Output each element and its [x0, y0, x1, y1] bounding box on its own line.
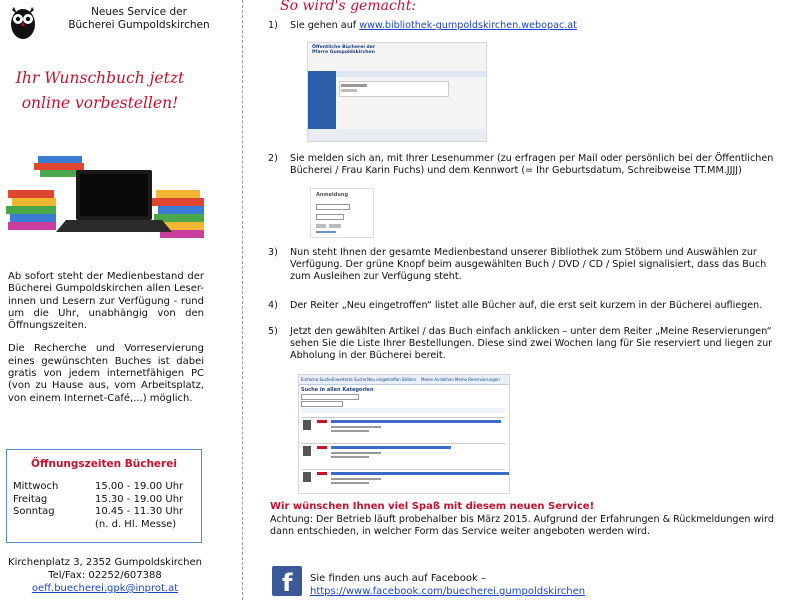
opac-tab: Meine Ausleihen — [421, 377, 454, 382]
opening-hours-box — [6, 449, 202, 543]
hours-row — [13, 494, 183, 507]
step-text: Sie gehen auf — [290, 20, 360, 31]
intro-paragraph-2: Die Recherche und Vorreservierung eines gewünschten Buches ist dabei gratis von jedem internetfähigen PC (von zu Hause aus, vom Arbeitsplatz, von einem Internet-Café,...) möglich. — [8, 343, 204, 404]
closing-headline: Wir wünschen Ihnen viel Spaß mit diesem neuen Service! — [270, 501, 595, 512]
hours-time: 15.00 - 19.00 Uhr — [95, 481, 184, 492]
header-line-1: Neues Service der — [91, 6, 187, 18]
promo-title — [0, 66, 200, 116]
login-button — [316, 224, 326, 228]
step-number: 1) — [268, 20, 278, 31]
result-item — [301, 443, 505, 466]
opac-tab: Neu eingetroffen — [367, 377, 401, 382]
step-number: 2) — [268, 153, 278, 164]
phone-line: Tel/Fax: 02252/607388 — [48, 570, 162, 581]
hours-day — [13, 519, 95, 532]
books-laptop-illustration — [6, 150, 210, 240]
promo-line-2: online vorbestellen! — [21, 94, 179, 112]
hours-time: (n. d. Hl. Messe) — [95, 518, 177, 530]
right-column — [252, 0, 792, 600]
step-5 — [268, 326, 788, 363]
closing-note: Achtung: Der Betrieb läuft probehalber bis März 2015. Aufgrund der Erfahrungen & Rückmeldungen wird dann entschieden, in welcher Form das Service weiter angeboten werden wird. — [270, 514, 774, 538]
step-number: 4) — [268, 300, 278, 311]
hours-row — [13, 519, 183, 532]
step-text: Der Reiter „Neu eingetroffen“ listet alle Bücher auf, die erst seit kurzem in der Bücherei aufliegen. — [290, 300, 763, 311]
step-text: Sie melden sich an, mit Ihrer Lesenummer (zu erfragen per Mail oder persönlich bei der Öffentlichen Bücherei / Frau Karin Fuchs) und dem Kennwort (= Ihr Geburtsdatum, Schreibweise TT.MM.JJJJ) — [290, 153, 774, 177]
hours-day: Sonntag — [13, 506, 55, 517]
owl-logo-icon — [8, 4, 38, 42]
hours-time: 10.45 - 11.30 Uhr — [95, 506, 184, 517]
opac-search-button — [341, 89, 357, 92]
facebook-block — [310, 573, 585, 599]
hours-row — [13, 481, 183, 494]
step-2 — [268, 153, 788, 177]
opac-tab: Meine Reservierungen — [455, 377, 500, 382]
opac-homepage-screenshot — [307, 42, 487, 142]
promo-line-1: Ihr Wunschbuch jetzt — [15, 69, 185, 87]
opac-tab: Bildern — [402, 377, 417, 382]
opac-tabs — [299, 375, 509, 385]
column-divider — [242, 0, 243, 600]
opac-tab: Einfache Suche — [301, 377, 332, 382]
step-number: 5) — [268, 326, 278, 337]
result-item — [301, 469, 505, 492]
step-3 — [268, 247, 788, 284]
cancel-button — [329, 224, 341, 228]
left-column — [0, 0, 240, 600]
intro-text — [8, 271, 204, 416]
intro-paragraph-1: Ab sofort steht der Medienbestand der Bücherei Gumpoldskirchen allen Leser-innen und Lesern zur Verfügung - rund um die Uhr, unabhängig von den Öffnungszeiten. — [8, 271, 204, 332]
webopac-link[interactable]: www.bibliothek-gumpoldskirchen.webopac.at — [359, 20, 577, 31]
step-number: 3) — [268, 247, 278, 258]
hours-day: Mittwoch — [13, 481, 59, 492]
howto-title: So wird's gemacht: — [280, 0, 417, 14]
opac-footer — [308, 129, 486, 141]
email-link[interactable]: oeff.buecherei.gpk@inprot.at — [31, 583, 179, 594]
facebook-text: Sie finden uns auch auf Facebook – — [310, 573, 486, 584]
opac-result-select — [301, 401, 343, 407]
opac-sidebar — [308, 71, 336, 129]
opac-result-bar — [301, 408, 505, 413]
library-header — [44, 6, 234, 32]
address-block — [0, 556, 210, 595]
forgot-password-link — [316, 231, 336, 233]
opening-hours-table — [13, 481, 183, 531]
opac-tab: Erweiterte Suche — [332, 377, 367, 382]
address-line: Kirchenplatz 3, 2352 Gumpoldskirchen — [8, 557, 202, 568]
opac-search-box — [301, 394, 359, 400]
reservations-screenshot — [298, 374, 510, 494]
step-1 — [268, 20, 788, 32]
opac-logo-text: Öffentliche Bücherei der Pfarre Gumpoldskirchen — [312, 45, 376, 55]
login-screenshot — [310, 188, 374, 238]
login-title: Anmeldung — [316, 192, 349, 198]
step-4 — [268, 300, 788, 312]
header-line-2: Bücherei Gumpoldskirchen — [68, 19, 210, 31]
result-item — [301, 417, 505, 440]
step-text: Jetzt den gewählten Artikel / das Buch einfach anklicken – unter dem Reiter „Meine Reservierungen“ sehen Sie die Liste Ihrer Bestellungen. Diese sind zwei Wochen lang für Sie reserviert und liegen zur Abholung in der Bücherei bereit. — [290, 326, 773, 362]
opac-search-field — [341, 84, 367, 87]
opening-hours-title: Öffnungszeiten Bücherei — [31, 458, 177, 470]
facebook-link[interactable]: https://www.facebook.com/buecherei.gumpoldskirchen — [310, 585, 586, 597]
step-text: Nun steht Ihnen der gesamte Medienbestand unserer Bibliothek zum Stöbern und Auswählen zur Verfügung. Der grüne Knopf beim ausgewählten Buch / DVD / CD / Spiel signalisiert, dass das Buch zum Ausleihen zur Verfügung steht. — [290, 247, 767, 283]
login-number-field — [316, 204, 350, 210]
login-password-field — [316, 214, 344, 220]
hours-time: 15.30 - 19.00 Uhr — [95, 493, 184, 505]
facebook-icon[interactable]: f — [272, 566, 302, 596]
hours-day: Freitag — [13, 493, 48, 505]
hours-row — [13, 506, 183, 519]
opac-search-heading: Suche in allen Kategorien — [301, 387, 374, 393]
